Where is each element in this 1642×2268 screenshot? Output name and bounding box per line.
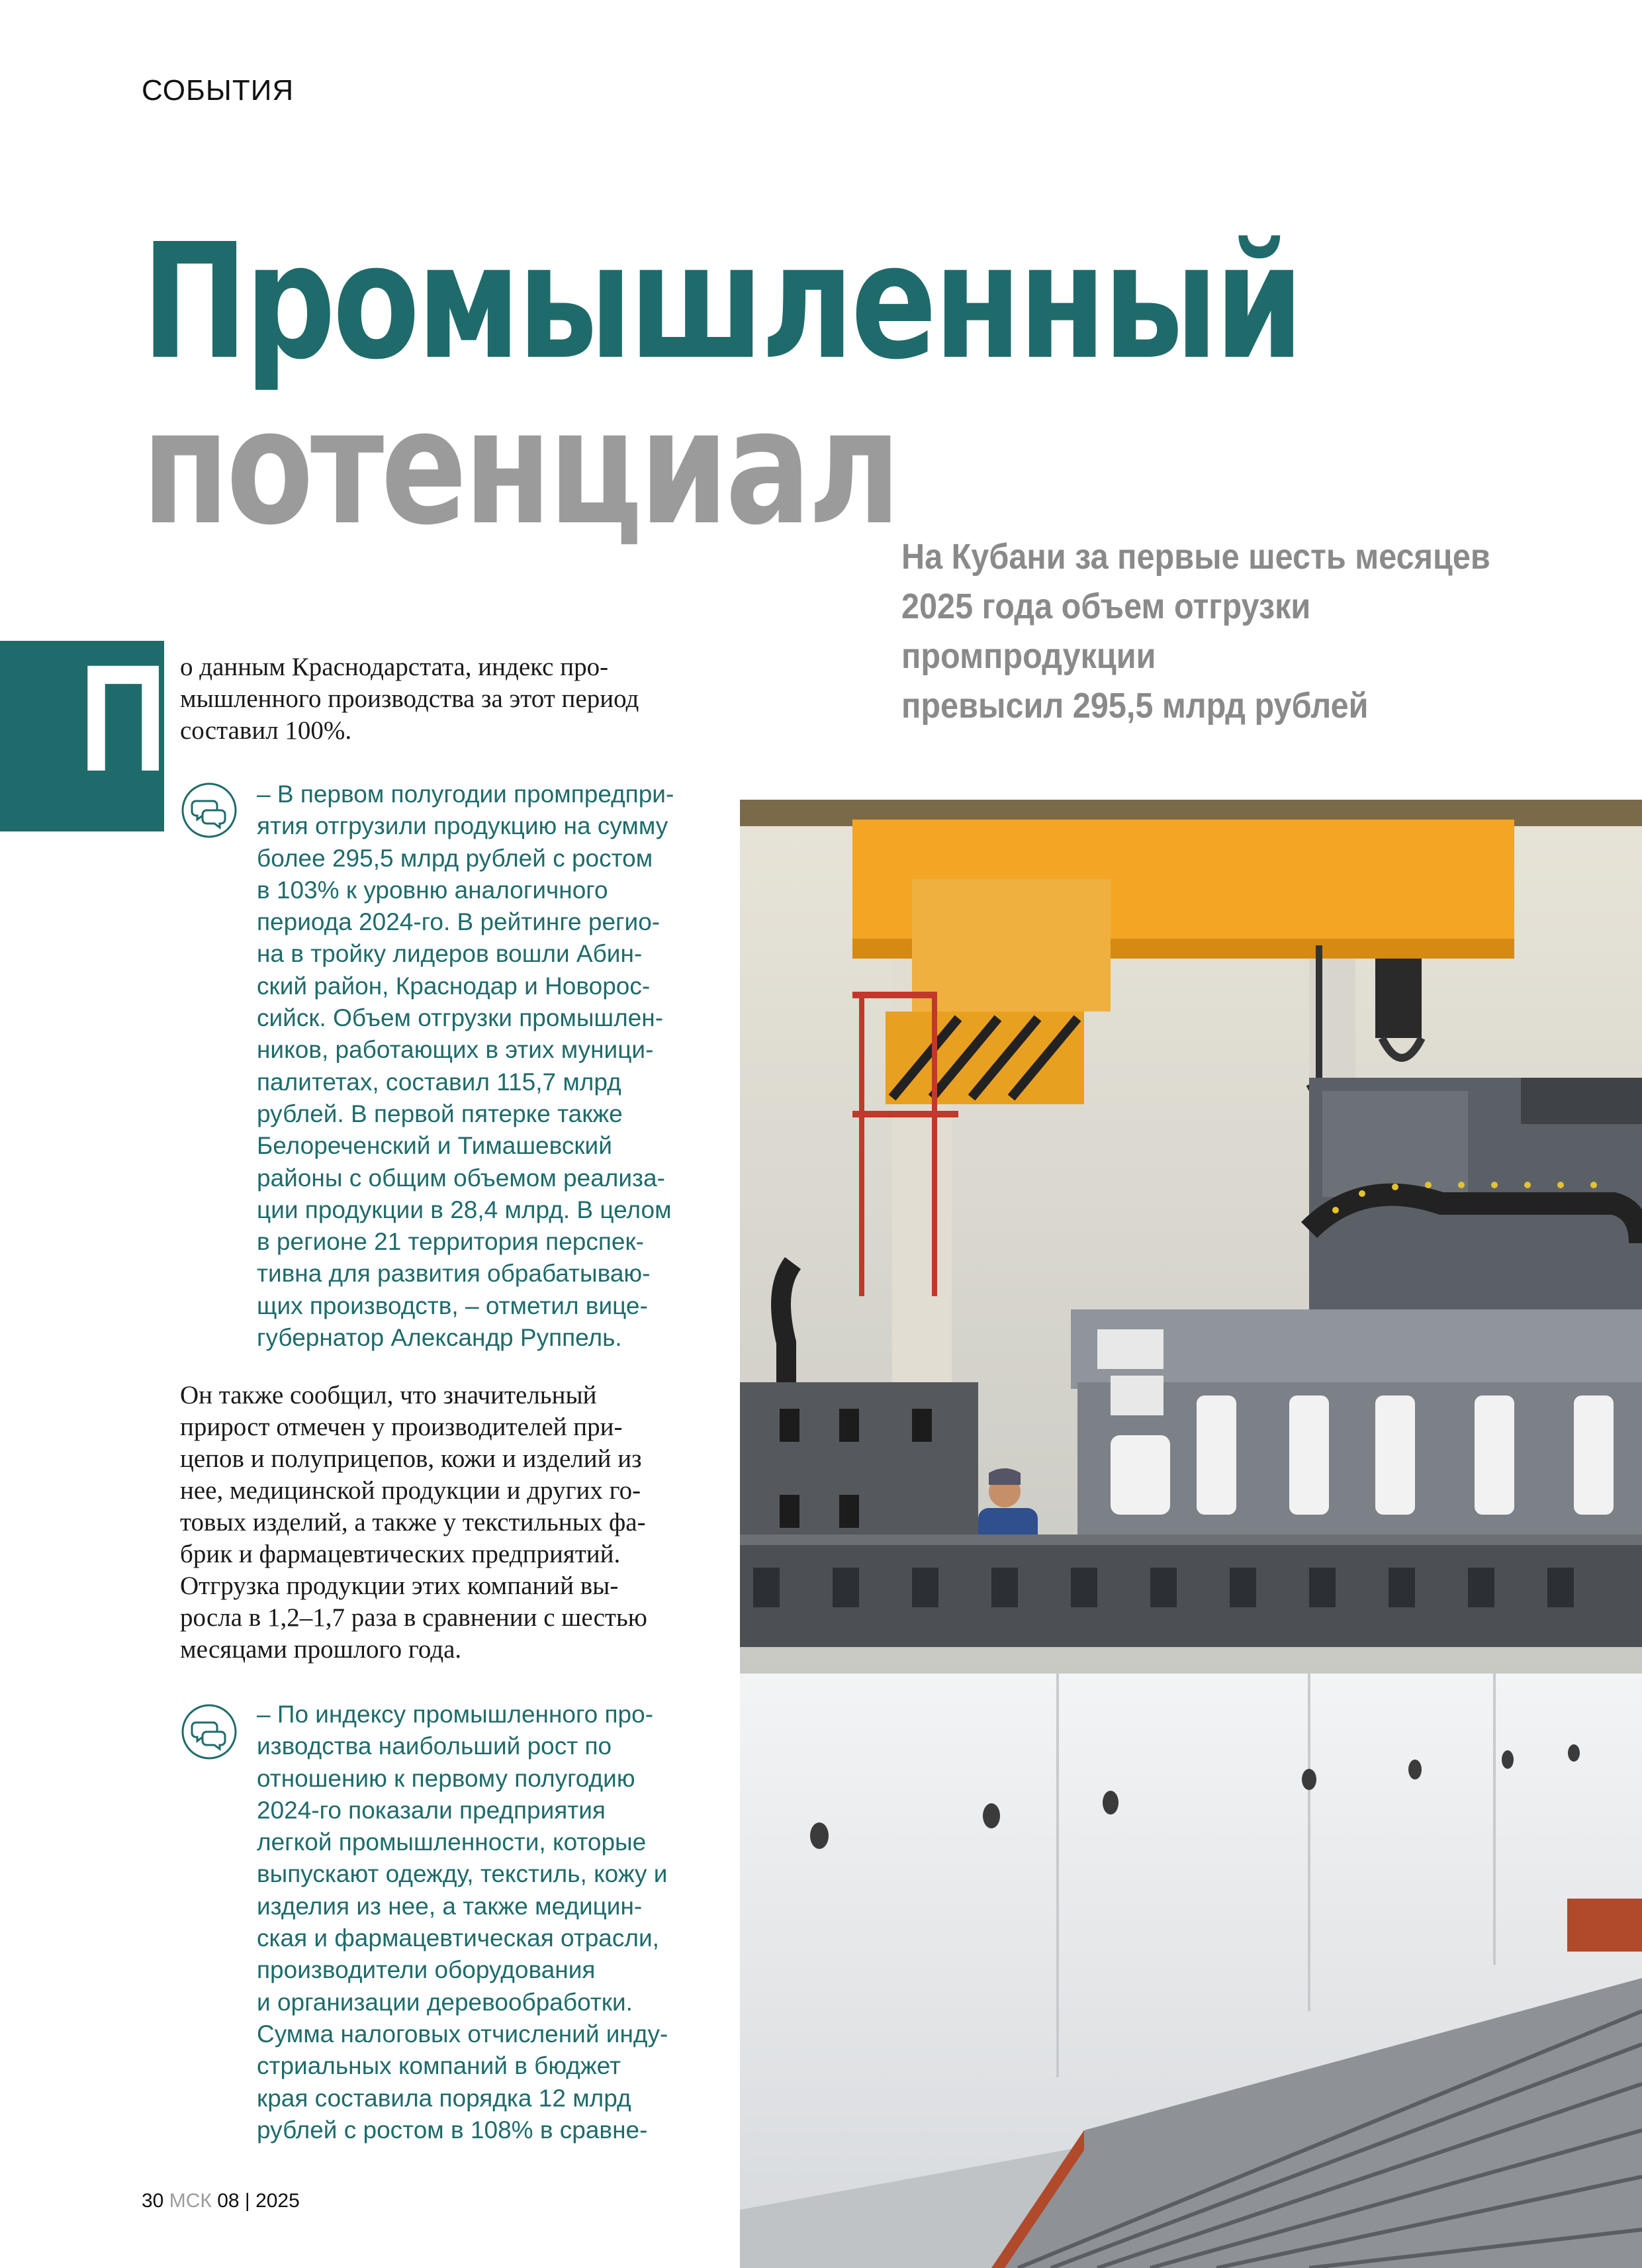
page-footer <box>142 2190 300 2212</box>
quote-2 <box>257 1699 668 2146</box>
section-label: СОБЫТИЯ <box>142 74 295 107</box>
text-line: мышленного производства за этот период <box>180 685 639 713</box>
paragraph-2 <box>180 1380 647 1666</box>
quote-line: тивна для развития обрабатываю- <box>257 1260 651 1288</box>
speech-bubbles-icon <box>180 781 238 839</box>
text-line: о данным Краснодарстата, индекс про- <box>180 653 609 681</box>
quote-line: и организации деревообработки. <box>257 1988 633 2016</box>
quote-line: края составила порядка 12 млрд <box>257 2084 631 2112</box>
lead-line: превысил 295,5 млрд рублей <box>901 686 1369 726</box>
quote-line: губернатор Александр Руппель. <box>257 1324 622 1352</box>
text-line: товых изделий, а также у текстильных фа- <box>180 1508 646 1536</box>
page-number: 30 <box>142 2190 164 2212</box>
quote-1 <box>257 779 674 1354</box>
factory-workshop-photo <box>740 800 1642 2268</box>
quote-line: сийск. Объем отгрузки промышлен- <box>257 1004 664 1032</box>
quote-line: на в тройку лидеров вошли Абин- <box>257 940 643 968</box>
text-line: прирост отмечен у производителей при- <box>180 1413 623 1441</box>
quote-line: – В первом полугодии промпредпри- <box>257 780 674 808</box>
text-line: росла в 1,2–1,7 раза в сравнении с шестью <box>180 1603 647 1632</box>
dropcap-letter: П <box>79 633 167 803</box>
quote-line: более 295,5 млрд рублей с ростом <box>257 844 653 872</box>
quote-line: палитетах, составил 115,7 млрд <box>257 1068 621 1096</box>
quote-line: районы с общим объемом реализа- <box>257 1164 665 1192</box>
quote-line: в регионе 21 территория перспек- <box>257 1228 644 1256</box>
quote-line: изводства наибольший рост по <box>257 1732 612 1760</box>
title-line-2: потенциал <box>142 375 898 560</box>
quote-line: легкой промышленности, которые <box>257 1828 647 1856</box>
issue-year: 2025 <box>255 2190 300 2212</box>
quote-line: отношению к первому полугодию <box>257 1764 635 1792</box>
text-line: цепов и полуприцепов, кожи и изделий из <box>180 1444 642 1473</box>
quote-line: ятия отгрузили продукцию на сумму <box>257 812 668 840</box>
quote-line: щих производств, – отметил вице- <box>257 1292 648 1319</box>
paragraph-1 <box>180 651 639 747</box>
quote-line: Сумма налоговых отчислений инду- <box>257 2020 668 2048</box>
quote-line: производители оборудования <box>257 1956 596 1984</box>
quote-line: ников, работающих в этих муници- <box>257 1036 654 1064</box>
quote-line: периода 2024-го. В рейтинге регио- <box>257 908 661 936</box>
text-line: месяцами прошлого года. <box>180 1635 462 1664</box>
quote-line: – По индексу промышленного про- <box>257 1701 654 1728</box>
quote-line: рублей с ростом в 108% в сравне- <box>257 2116 648 2144</box>
text-line: Отгрузка продукции этих компаний вы- <box>180 1572 619 1600</box>
text-line: Он также сообщил, что значительный <box>180 1381 597 1409</box>
speech-bubbles-icon <box>180 1703 238 1761</box>
quote-line: рублей. В первой пятерке также <box>257 1100 623 1127</box>
lead-line: На Кубани за первые шесть месяцев <box>901 537 1490 577</box>
title-line-1: Промышленный <box>142 209 1301 395</box>
issue-number: 08 <box>217 2190 240 2212</box>
quote-line: ский район, Краснодар и Новорос- <box>257 972 651 1000</box>
lead-line: 2025 года объем отгрузки <box>901 587 1311 626</box>
text-line: составил 100%. <box>180 716 352 745</box>
quote-line: Белореченский и Тимашевский <box>257 1132 612 1160</box>
magazine-brand: МСК <box>169 2190 212 2212</box>
quote-line: ции продукции в 28,4 млрд. В целом <box>257 1196 672 1223</box>
lead-text <box>901 532 1490 731</box>
quote-line: ская и фармацевтическая отрасли, <box>257 1924 659 1952</box>
text-line: нее, медицинской продукции и других го- <box>180 1476 641 1505</box>
lead-line: промпродукции <box>901 636 1156 676</box>
footer-separator: | <box>244 2190 250 2212</box>
quote-line: в 103% к уровню аналогичного <box>257 876 608 904</box>
text-line: брик и фармацевтических предприятий. <box>180 1540 621 1568</box>
quote-line: стриальных компаний в бюджет <box>257 2052 621 2080</box>
factory-illustration <box>740 800 1642 2268</box>
quote-line: изделия из нее, а также медицин- <box>257 1892 643 1920</box>
quote-line: выпускают одежду, текстиль, кожу и <box>257 1860 668 1888</box>
quote-line: 2024-го показали предприятия <box>257 1796 606 1824</box>
